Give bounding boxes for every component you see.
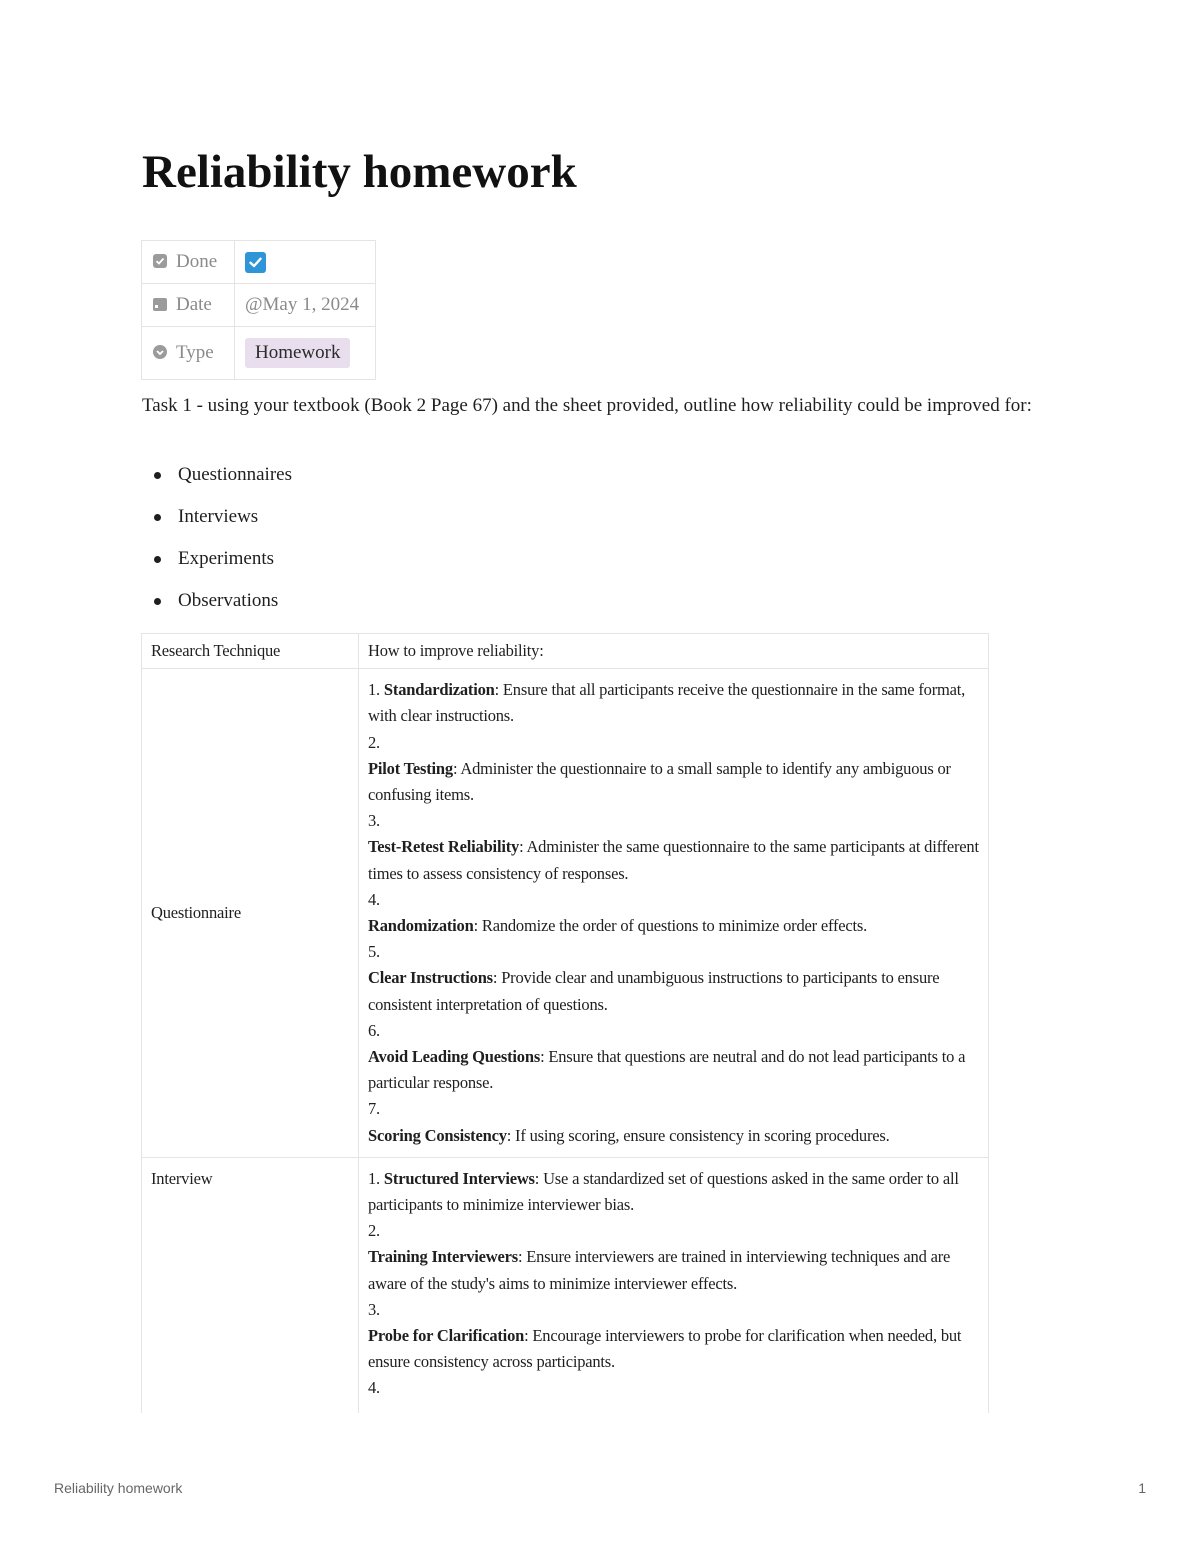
improvement-item: [368, 1166, 979, 1218]
table-row: [142, 669, 989, 1158]
item-term: Probe for Clarification: [368, 1326, 525, 1346]
list-item: Experiments: [142, 543, 292, 585]
item-description: : Ensure that questions are neutral and do not lead participants to a particular response.: [368, 1047, 966, 1093]
property-name-cell: [142, 327, 235, 380]
property-name: Date: [176, 294, 212, 315]
done-checkbox[interactable]: [245, 252, 266, 273]
select-property-icon: [152, 344, 168, 360]
item-number: 5.: [368, 942, 380, 962]
item-description: : Administer the same questionnaire to the same participants at different times to assess consistency of responses.: [368, 837, 979, 883]
improvement-item: [368, 965, 979, 1017]
item-number: 1.: [368, 680, 380, 700]
footer-title: Reliability homework: [54, 1480, 183, 1496]
list-item: Questionnaires: [142, 459, 292, 501]
date-value[interactable]: @May 1, 2024: [245, 294, 360, 315]
table-header-cell: How to improve reliability:: [359, 634, 989, 669]
item-term: Clear Instructions: [368, 968, 493, 988]
list-item: Observations: [142, 585, 292, 627]
table-row: [142, 1157, 989, 1413]
improvement-item: [368, 1244, 979, 1296]
property-name: Type: [176, 342, 214, 363]
technique-cell: Interview: [142, 1157, 359, 1413]
item-number: 4.: [368, 1378, 380, 1398]
improvement-item: [368, 913, 979, 939]
item-term: Test-Retest Reliability: [368, 837, 520, 857]
improvement-item: [368, 1044, 979, 1096]
page-title: Reliability homework: [142, 146, 577, 198]
footer-page-number: 1: [1138, 1480, 1146, 1496]
property-value-cell[interactable]: [235, 241, 376, 284]
improvement-item: [368, 1123, 979, 1149]
properties-table: [141, 240, 376, 380]
technique-cell: Questionnaire: [142, 669, 359, 1158]
item-term: Standardization: [383, 680, 495, 700]
item-number: 4.: [368, 889, 380, 909]
item-number: 6.: [368, 1020, 380, 1040]
property-name-cell: [142, 284, 235, 327]
item-description: : Ensure interviewers are trained in interviewing techniques and are aware of the study's aims to minimize interviewer effects.: [368, 1247, 951, 1293]
property-row-type: [142, 327, 376, 380]
property-name-cell: [142, 241, 235, 284]
improvement-item: [368, 677, 979, 729]
item-term: Training Interviewers: [368, 1247, 518, 1267]
technique-bullet-list: [142, 459, 292, 627]
type-tag[interactable]: Homework: [245, 338, 350, 368]
improvement-item: [368, 756, 979, 808]
list-item: Interviews: [142, 501, 292, 543]
property-name: Done: [176, 251, 218, 272]
item-description: : Use a standardized set of questions asked in the same order to all participants to minimize interviewer bias.: [368, 1168, 959, 1215]
calendar-property-icon: [152, 296, 168, 312]
item-number: 2.: [368, 732, 380, 752]
item-description: : Randomize the order of questions to minimize order effects.: [473, 916, 868, 936]
table-header-cell: Research Technique: [142, 634, 359, 669]
item-description: : If using scoring, ensure consistency in scoring procedures.: [506, 1125, 890, 1145]
item-number: 3.: [368, 811, 380, 831]
item-number: 2.: [368, 1221, 380, 1241]
improvement-item: [368, 834, 979, 886]
improvement-item: [368, 1323, 979, 1375]
item-term: Avoid Leading Questions: [368, 1047, 541, 1067]
table-continuation-space: [368, 1402, 979, 1413]
improvements-cell: [359, 1157, 989, 1413]
item-term: Structured Interviews: [383, 1168, 535, 1188]
property-value-cell[interactable]: [235, 327, 376, 380]
property-value-cell[interactable]: [235, 284, 376, 327]
item-description: : Provide clear and unambiguous instructions to participants to ensure consistent interpretation of questions.: [368, 968, 940, 1014]
item-description: : Administer the questionnaire to a small sample to identify any ambiguous or confusing items.: [368, 758, 951, 805]
item-description: : Encourage interviewers to probe for clarification when needed, but ensure consistency across participants.: [368, 1326, 962, 1372]
improvements-cell: [359, 669, 989, 1158]
item-number: 1.: [368, 1168, 380, 1188]
checkbox-property-icon: [152, 253, 168, 269]
reliability-table: [141, 633, 989, 1413]
property-row-date: [142, 284, 376, 327]
item-term: Scoring Consistency: [368, 1125, 507, 1145]
item-description: : Ensure that all participants receive the questionnaire in the same format, with clear instructions.: [368, 680, 966, 726]
item-number: 3.: [368, 1299, 380, 1319]
item-term: Pilot Testing: [368, 758, 453, 778]
item-term: Randomization: [368, 916, 474, 936]
table-header-row: [142, 634, 989, 669]
property-row-done: [142, 241, 376, 284]
reliability-table-container: [141, 633, 989, 1413]
task-text: Task 1 - using your textbook (Book 2 Page 67) and the sheet provided, outline how reliability could be improved for:: [142, 395, 1032, 416]
item-number: 7.: [368, 1099, 380, 1119]
